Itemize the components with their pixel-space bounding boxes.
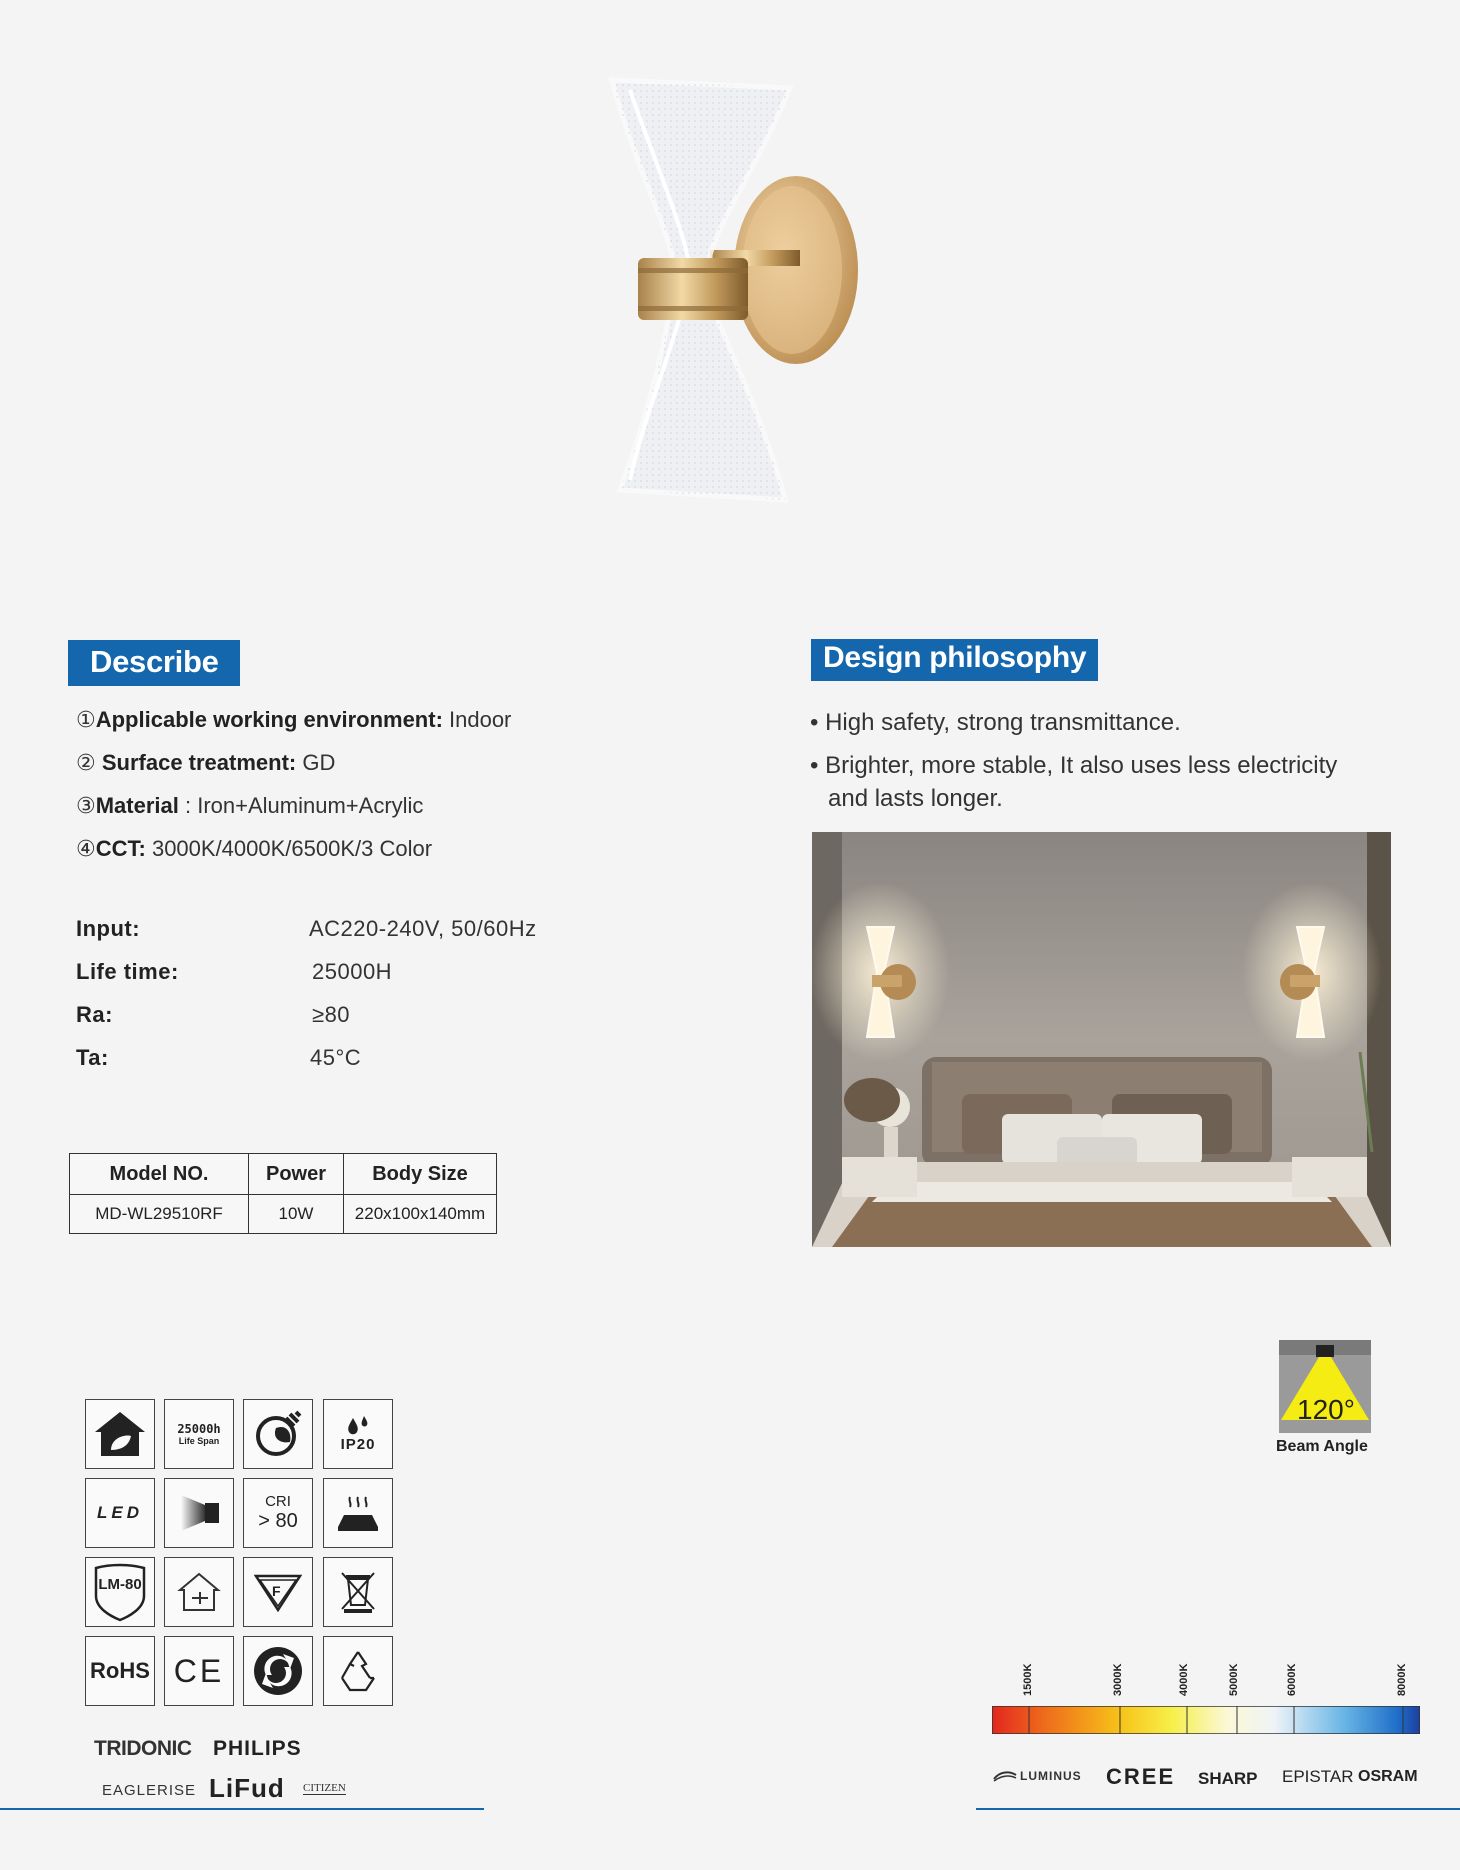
weee-bin-icon [323,1557,393,1627]
brand-sharp: SHARP [1198,1769,1258,1788]
rohs-icon [85,1636,155,1706]
describe-value: : Iron+Aluminum+Acrylic [178,793,424,818]
lm80-icon [85,1557,155,1627]
brand-lifud: LiFud [209,1773,285,1803]
brand-philips: PHILIPS [213,1737,302,1760]
design-bullet [810,782,1430,815]
lifespan-number: 25000h [177,1422,221,1436]
describe-value: GD [296,750,336,775]
design-bullet-text: and lasts longer. [828,785,1003,812]
ip-rating-icon [323,1399,393,1469]
table-header: Power [249,1154,344,1195]
recycle-circle-icon [243,1636,313,1706]
describe-line [76,707,511,750]
describe-label: Surface treatment: [95,750,297,775]
brand-epistar: EPISTAR [1282,1767,1354,1786]
model-table [69,1153,497,1234]
lm80-text: LM-80 [98,1576,142,1593]
spec-value: 45°C [310,1045,362,1070]
spec-label: Input: [76,916,141,941]
home-install-icon [164,1557,234,1627]
describe-line [76,793,511,836]
describe-num: ③ [76,793,96,818]
design-bullets [810,706,1430,815]
ip-rating-text: IP20 [340,1435,376,1453]
describe-label: CCT: [95,836,146,861]
dimmer-icon [164,1478,234,1548]
svg-text:F: F [272,1583,281,1599]
recycle-icon [323,1636,393,1706]
table-cell: 10W [249,1195,344,1234]
spec-value: 25000H [312,959,393,984]
rohs-text: RoHS [90,1658,150,1683]
beam-angle-value: 120° [1297,1394,1355,1425]
design-bullet-text: High safety, strong transmittance. [825,709,1181,736]
f-mark-icon [243,1557,313,1627]
brand-citizen: CITIZEN [303,1782,346,1794]
led-text: LED [97,1503,143,1522]
spec-row [76,1002,596,1045]
brand-osram: OSRAM [1358,1768,1418,1785]
describe-line [76,750,511,793]
cct-tick-label: 4000K [1178,1663,1190,1696]
beam-angle-label: Beam Angle [1276,1438,1368,1455]
bedroom-photo [812,832,1391,1247]
describe-num: ② [76,750,96,775]
lifespan-text: Life Span [178,1436,220,1446]
brand-eaglerise: EAGLERISE [102,1782,197,1799]
brand-cree: CREE [1106,1764,1176,1789]
spec-label: Ra: [76,1002,113,1027]
table-cell: MD-WL29510RF [70,1195,249,1234]
design-bullet-text: Brighter, more stable, It also uses less electricity [825,752,1338,779]
design-bullet: • High safety, strong transmittance. [810,709,1181,736]
describe-line [76,836,511,879]
describe-heading: Describe [68,640,240,686]
cct-tick-label: 8000K [1396,1663,1408,1696]
cri-label: CRI [265,1493,291,1510]
left-divider [0,1808,484,1810]
cri-icon [243,1478,313,1548]
table-cell: 220x100x140mm [344,1195,497,1234]
cri-value: > 80 [258,1510,298,1532]
led-icon [85,1478,155,1548]
cct-color-bar [992,1706,1420,1734]
brand-luminus: LUMINUS [992,1769,1082,1783]
cct-tick-label: 5000K [1228,1663,1240,1696]
spec-row [76,1045,596,1088]
describe-list [76,707,511,879]
table-header-row [70,1154,497,1195]
heat-dissipation-icon [323,1478,393,1548]
table-header: Model NO. [70,1154,249,1195]
describe-num: ④ [76,836,96,861]
design-bullet: • Brighter, more stable, It also uses less electricity [810,752,1338,779]
spec-row [76,916,596,959]
luminus-logo-icon [992,1769,1018,1783]
cct-tick-label: 3000K [1112,1663,1124,1696]
right-divider [976,1808,1460,1810]
ce-icon [164,1636,234,1706]
eco-plug-icon [243,1399,313,1469]
describe-value: Indoor [442,707,512,732]
spec-row [76,959,596,1002]
describe-value: 3000K/4000K/6500K/3 Color [145,836,433,861]
describe-label: Material [95,793,179,818]
describe-label: Applicable working environment: [95,707,443,732]
table-row [70,1195,497,1234]
lifespan-icon [164,1399,234,1469]
cct-tick-label: 6000K [1286,1663,1298,1696]
table-header: Body Size [344,1154,497,1195]
describe-num: ① [76,707,96,732]
spec-label: Life time: [76,959,179,984]
spec-value: AC220-240V, 50/60Hz [309,916,537,941]
brand-tridonic: TRIDONIC [94,1737,192,1760]
ce-text: CE [173,1652,225,1689]
specs-list [76,916,596,1088]
spec-value: ≥80 [312,1002,351,1027]
indoor-icon [85,1399,155,1469]
product-image [590,70,880,510]
design-heading: Design philosophy [811,639,1098,681]
cct-tick-label: 1500K [1022,1663,1034,1696]
spec-label: Ta: [76,1045,109,1070]
